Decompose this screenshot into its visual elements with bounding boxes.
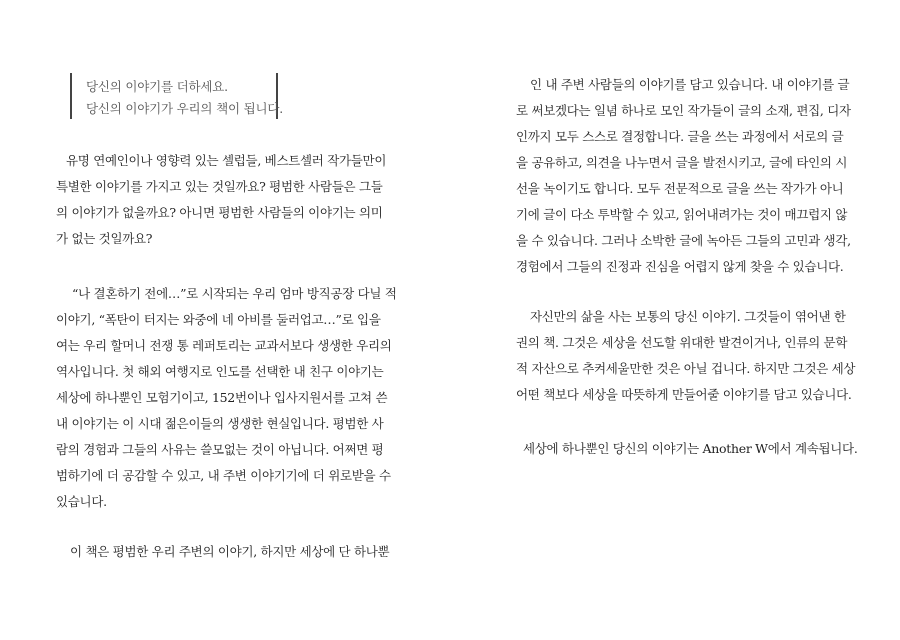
text-line: 자신만의 삶을 사는 보통의 당신 이야기. 그것들이 엮어낸 한 [530,309,846,324]
text-line: 선을 녹이기도 합니다. 모두 전문적으로 글을 쓰는 작가가 아니 [516,181,844,196]
right-page [450,0,900,640]
text-line: 세상에 하나뿐인 모험기이고, 152번이나 입사지원서를 고쳐 쓴 [56,390,388,405]
text-line: 람의 경험과 그들의 사유는 쓸모없는 것이 아닙니다. 어쩌면 평 [56,442,384,457]
text-line: 인까지 모두 스스로 결정합니다. 글을 쓰는 과정에서 서로의 글 [516,129,844,144]
text-line: 경험에서 그들의 진정과 진심을 어렵지 않게 찾을 수 있습니다. [516,259,844,274]
text-line: 내 이야기는 이 시대 젊은이들의 생생한 현실입니다. 평범한 사 [56,416,384,431]
text-line: 유명 연예인이나 영향력 있는 셀럽들, 베스트셀러 작가들만이 [66,153,387,168]
text-line: 있습니다. [56,494,107,509]
epigraph-box [70,73,283,119]
text-line: 이 책은 평범한 우리 주변의 이야기, 하지만 세상에 단 하나뿐 [70,544,390,559]
text-line: 특별한 이야기를 가지고 있는 것일까요? 평범한 사람들은 그들 [56,179,383,194]
text-line: “나 결혼하기 전에…”로 시작되는 우리 엄마 방직공장 다닐 적 [72,286,397,301]
epigraph-line-2: 당신의 이야기가 우리의 책이 됩니다. [86,101,283,116]
text-line: 적 자산으로 추켜세울만한 것은 아닐 겁니다. 하지만 그것은 세상 [516,361,856,376]
text-line: 인 내 주변 사람들의 이야기를 담고 있습니다. 내 이야기를 글 [530,77,850,92]
text-line: 기에 글이 다소 투박할 수 있고, 읽어내려가는 것이 매끄럽지 않 [516,207,848,222]
text-line: 여는 우리 할머니 전쟁 통 레퍼토리는 교과서보다 생생한 우리의 [56,338,392,353]
text-line: 범하기에 더 공감할 수 있고, 내 주변 이야기기에 더 위로받을 수 [56,468,391,483]
text-line: 로 써보겠다는 일념 하나로 모인 작가들이 글의 소재, 편집, 디자 [516,103,851,118]
text-line: 을 수 있습니다. 그러나 소박한 글에 녹아든 그들의 고민과 생각, [516,233,851,248]
epigraph-line-1: 당신의 이야기를 더하세요. [86,79,228,94]
text-line: 세상에 하나뿐인 당신의 이야기는 Another W에서 계속됩니다. [523,441,858,456]
text-line: 이야기, “폭탄이 터지는 와중에 네 아비를 둘러업고…”로 입을 [56,312,381,327]
text-line: 역사입니다. 첫 해외 여행지로 인도를 선택한 내 친구 이야기는 [56,364,384,379]
text-line: 권의 책. 그것은 세상을 선도할 위대한 발견이거나, 인류의 문학 [516,335,848,350]
text-line: 의 이야기가 없을까요? 아니면 평범한 사람들의 이야기는 의미 [56,205,383,220]
text-line: 을 공유하고, 의견을 나누면서 글을 발전시키고, 글에 타인의 시 [516,155,848,170]
text-line: 어떤 책보다 세상을 따뜻하게 만들어줄 이야기를 담고 있습니다. [516,387,852,402]
text-line: 가 없는 것일까요? [56,231,153,246]
